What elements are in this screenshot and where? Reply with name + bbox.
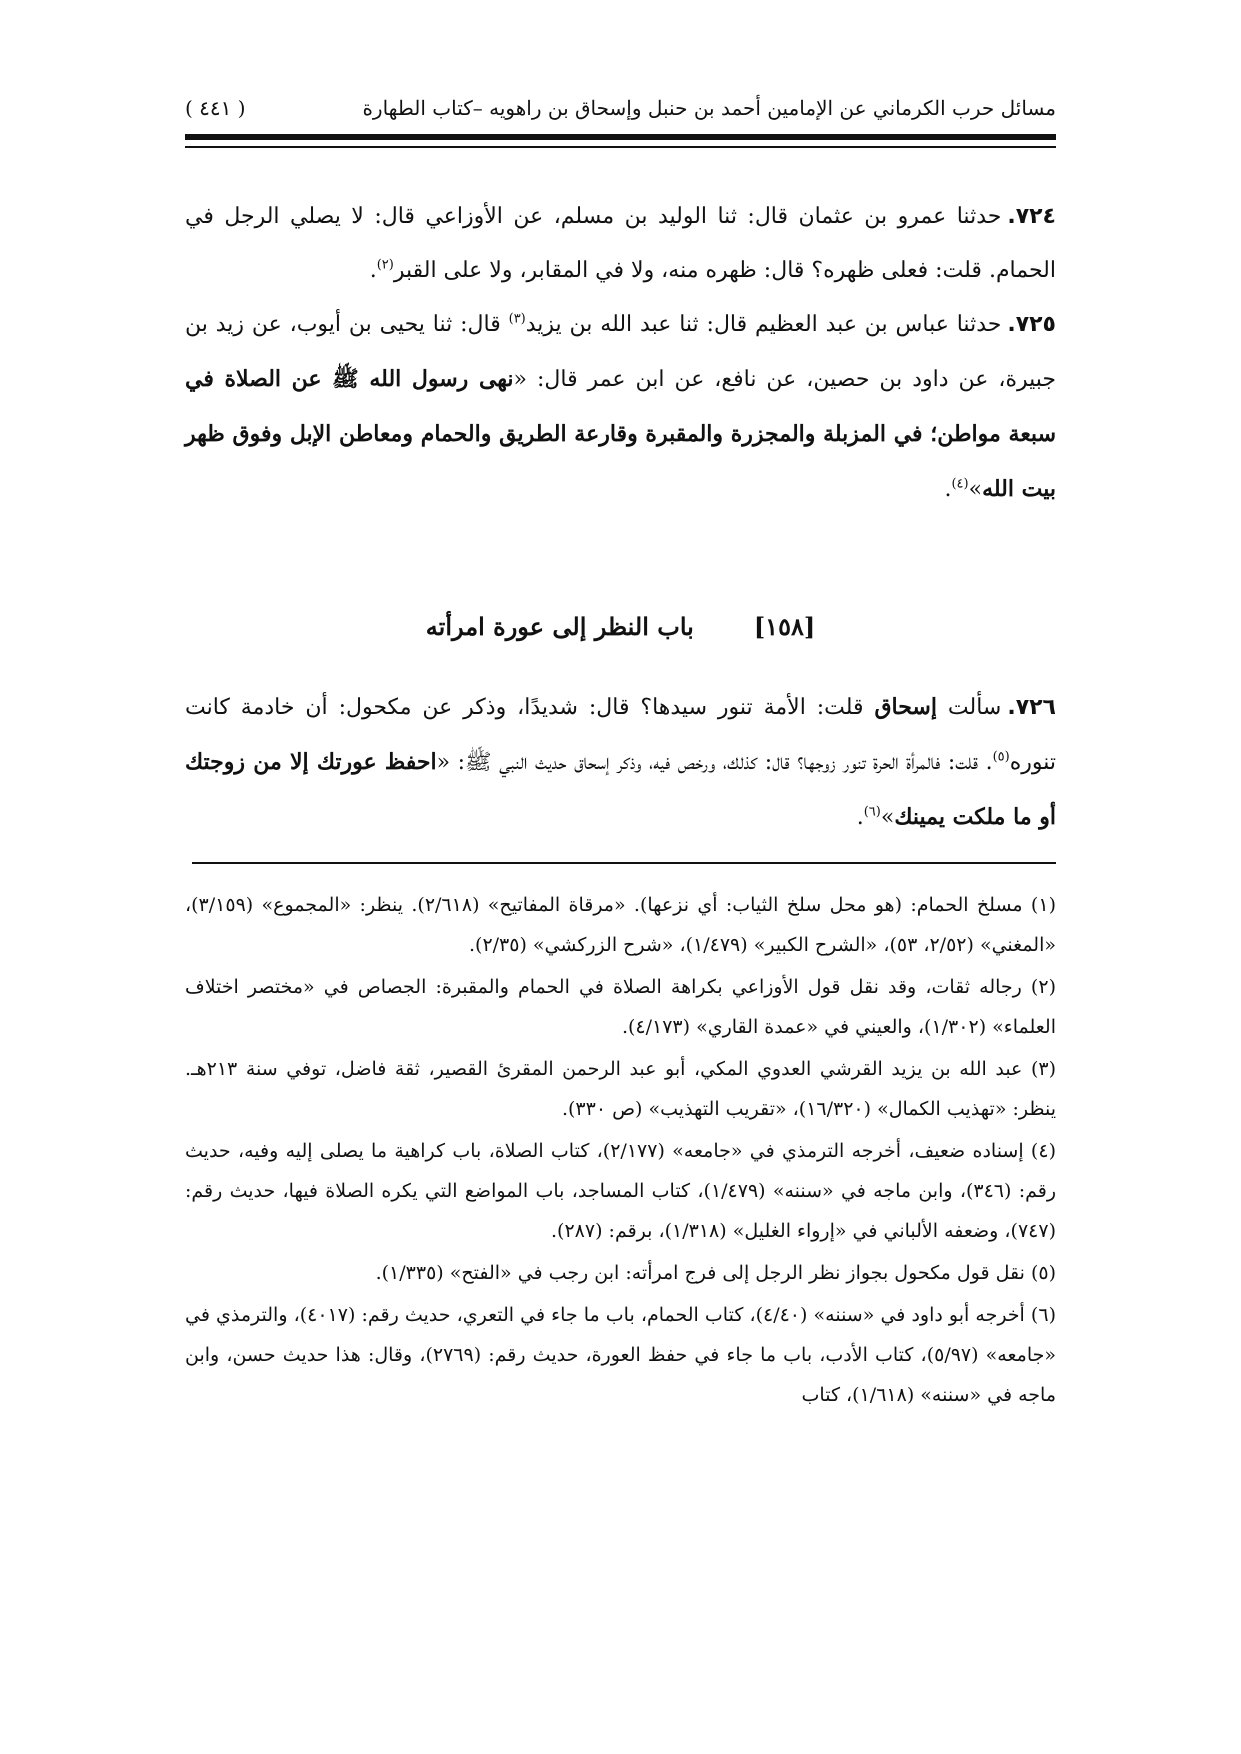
footnote-ref: (٢): [376, 257, 394, 273]
footnote: (٥) نقل قول مكحول بجواز نظر الرجل إلى فرج امرأته: ابن رجب في «الفتح» (١/٣٣٥).: [375, 1262, 1056, 1284]
paragraph-724: [185, 190, 1056, 298]
footnote: (٢) رجاله ثقات، وقد نقل قول الأوزاعي بكراهة الصلاة في الحمام والمقبرة: الجصاص في «مختصر اختلاف العلماء» (١/٣٠٢)، والعيني في «عمدة القاري» (٤/١٧٣).: [185, 976, 1056, 1038]
footnote: (٣) عبد الله بن يزيد القرشي العدوي المكي، أبو عبد الرحمن المقرئ القصير، ثقة فاضل، توفي سنة ٢١٣هـ. ينظر: «تهذيب الكمال» (١٦/٣٢٠)، «تقريب التهذيب» (ص ٣٣٠).: [185, 1058, 1056, 1120]
footnote-ref: (٥): [992, 749, 1010, 765]
footnote-rule: [192, 862, 1056, 864]
paragraph-text-cont: قال: ثنا يحيى بن أيوب، عن زيد بن جبيرة، عن داود بن حصين، عن نافع، عن ابن عمر قال: «: [185, 312, 1056, 392]
section-number: [١٥٨]: [753, 612, 816, 641]
paragraph-text-cont: قلت: الأمة تنور سيدها؟ قال: شديدًا، وذكر عن مكحول: أن خادمة كانت تنوره: [185, 695, 1056, 775]
paragraph-text: حدثنا عباس بن عبد العظيم قال: ثنا عبد الله بن يزيد: [525, 312, 1002, 337]
header-rule-thick: [185, 134, 1056, 140]
paragraph-text: سألت: [936, 695, 1002, 720]
hadith-text: احفظ عورتك إلا من زوجتك أو ما ملكت يمينك: [185, 749, 1056, 830]
paragraph-726: [185, 680, 1056, 845]
paragraph-text-cont: . قلت: فالمرأة الحرة تنور زوجها؟ قال: كذلك، ورخص فيه، وذكر إسحاق حديث النبي ﷺ: «: [436, 750, 993, 775]
footnote: (٦) أخرجه أبو داود في «سننه» (٤/٤٠)، كتاب الحمام، باب ما جاء في التعري، حديث رقم: (٤٠١٧)، والترمذي في «جامعه» (٥/٩٧)، كتاب الأدب، باب ما جاء في حفظ العورة، حديث رقم: (٢٧٦٩)، وقال: هذا حديث حسن، وابن ماجه في «سننه» (١/٦١٨)، كتاب: [185, 1304, 1056, 1406]
footnote-ref: (٦): [863, 804, 881, 820]
footnote-ref: (٣): [508, 311, 526, 327]
footnote-ref: (٤): [951, 476, 969, 492]
hadith-text: نهى رسول الله ﷺ عن الصلاة في سبعة مواطن؛ في المزبلة والمجزرة والمقبرة وقارعة الطريق والحمام ومعاطن الإبل وفوق ظهر بيت الله: [185, 366, 1056, 502]
main-text-2: [185, 680, 1056, 845]
running-header: [185, 88, 1056, 128]
section-heading: [185, 612, 1056, 641]
section-title: باب النظر إلى عورة امرأته: [425, 612, 694, 641]
paragraph-number: ٧٢٤.: [1007, 204, 1056, 229]
footnotes: [185, 885, 1056, 1417]
punctuation: .: [369, 258, 377, 283]
paragraph-725: [185, 298, 1056, 517]
name-bold: إسحاق: [874, 694, 937, 720]
punctuation: .: [944, 477, 952, 502]
main-text: [185, 190, 1056, 517]
page-number: ( ٤٤١ ): [185, 96, 246, 120]
paragraph-number: ٧٢٥.: [1007, 312, 1056, 337]
header-title: مسائل حرب الكرماني عن الإمامين أحمد بن حنبل وإسحاق بن راهويه –كتاب الطهارة: [362, 96, 1056, 120]
paragraph-text: حدثنا عمرو بن عثمان قال: ثنا الوليد بن مسلم، عن الأوزاعي قال: لا يصلي الرجل في الحمام. قلت: فعلى ظهره؟ قال: ظهره منه، ولا في المقابر، ولا على القبر: [185, 204, 1056, 283]
paragraph-number: ٧٢٦.: [1007, 695, 1056, 720]
header-rule-thin: [185, 146, 1056, 148]
footnote: (٤) إسناده ضعيف، أخرجه الترمذي في «جامعه» (٢/١٧٧)، كتاب الصلاة، باب كراهية ما يصلى إليه وفيه، حديث رقم: (٣٤٦)، وابن ماجه في «سننه» (١/٤٧٩)، كتاب المساجد، باب المواضع التي يكره الصلاة فيها، حديث رقم: (٧٤٧)، وضعفه الألباني في «إرواء الغليل» (١/٣١٨)، برقم: (٢٨٧).: [185, 1140, 1056, 1242]
quote-close: »: [880, 805, 895, 830]
punctuation: .: [856, 805, 864, 830]
quote-close: »: [968, 477, 983, 502]
footnote: (١) مسلخ الحمام: (هو محل سلخ الثياب: أي نزعها). «مرقاة المفاتيح» (٢/٦١٨). ينظر: «المجموع» (٣/١٥٩)، «المغني» (٢/٥٢، ٥٣)، «الشرح الكبير» (١/٤٧٩)، «شرح الزركشي» (٢/٣٥).: [185, 894, 1056, 956]
